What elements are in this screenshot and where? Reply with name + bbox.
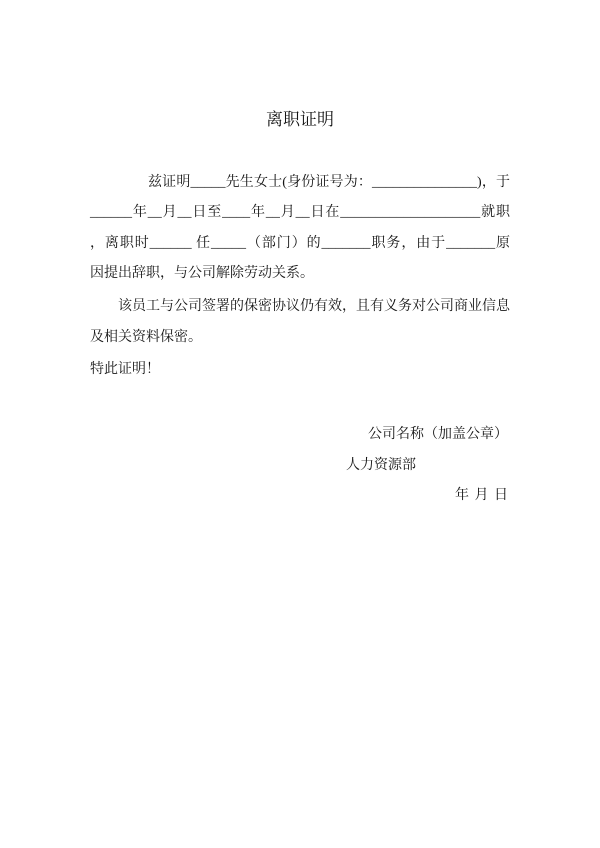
signature-date: 年 月 日 [455,488,508,503]
document-title: 离职证明 [266,110,334,129]
paragraph-line: 兹证明_____先生女士(身份证号为：_______________)，于 [148,175,510,190]
paragraph-line: ，离职时______ 任_____（部门）的_______职务，由于_______原 [90,236,510,251]
closing-statement: 特此证明！ [90,362,160,377]
paragraph-line: 因提出辞职，与公司解除劳动关系。 [90,266,314,281]
paragraph-line: ______年__月__日至____年__月__日在____________________就职 [90,205,510,220]
signature-company: 公司名称（加盖公章） [368,427,508,442]
paragraph-line: 及相关资料保密。 [90,330,202,345]
paragraph-line: 该员工与公司签署的保密协议仍有效，且有义务对公司商业信息 [118,299,510,314]
signature-department: 人力资源部 [346,458,416,473]
